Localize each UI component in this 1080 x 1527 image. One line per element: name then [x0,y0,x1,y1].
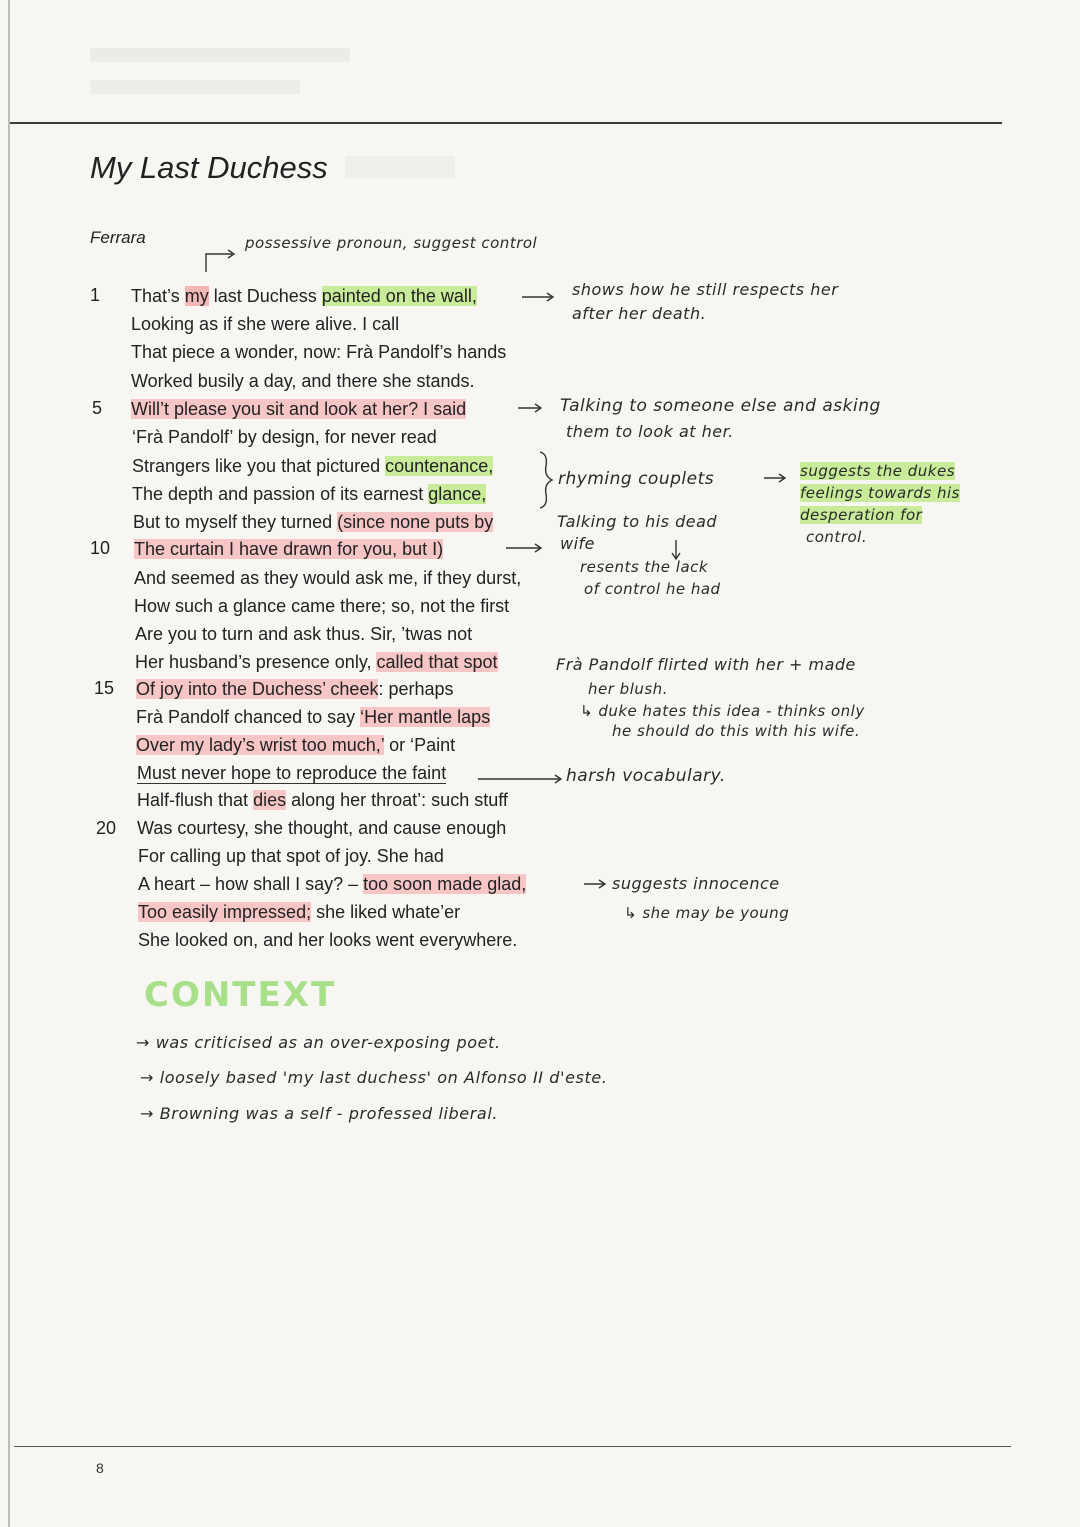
highlight-over-my-lady: Over my lady’s wrist too much,’ [136,735,385,755]
poem-line-9: But to myself they turned (since none puts by [133,512,494,532]
page-number: 8 [96,1460,104,1476]
line-number: 15 [94,678,115,698]
annotation-talking-2: them to look at her. [566,422,734,441]
annotation-flirted-1: Frà Pandolf flirted with her + made [556,655,856,674]
annotation-dead-2: wife [560,534,596,553]
context-heading: CONTEXT [144,975,337,1015]
poem-line-18 [137,761,446,785]
context-item-1: → was criticised as an over-exposing poet. [136,1033,501,1052]
poem-line-17: Over my lady’s wrist too much,’ or ‘Paint [136,735,456,755]
highlight-my: my [184,286,209,306]
poem-line-24: She looked on, and her looks went everywhere. [138,930,518,950]
poem-line-6: ‘Frà Pandolf’ by design, for never read [132,427,437,447]
highlight-dies: dies [253,790,287,810]
highlight-glance: glance, [428,484,487,504]
top-rule [10,122,1002,124]
bottom-rule [14,1446,1011,1447]
annotation-suggests-4: control. [806,528,868,546]
poem-line-5 [131,397,466,421]
poem-line-10 [134,537,443,561]
annotation-innocence: suggests innocence [612,874,780,893]
poem-line-2: Looking as if she were alive. I call [131,314,400,334]
annotation-resents-2: of control he had [584,580,721,598]
highlight-will-please: Will’t please you sit and look at her? I said [131,399,467,419]
context-item-2: → loosely based 'my last duchess' on Alfonso II d'este. [140,1068,608,1087]
line-number: 20 [96,818,117,838]
poem-line-1: That’s my last Duchess painted on the wall, [131,286,477,306]
highlight-called-that-spot: called that spot [376,652,498,672]
underline-faint: Must never hope to reproduce the faint [137,763,447,783]
annotation-duke-2: he should do this with his wife. [612,722,861,740]
context-item-3: → Browning was a self - professed liberal. [140,1104,499,1123]
highlight-of-joy: Of joy into the Duchess’ cheek [136,679,379,699]
annotation-vocab: harsh vocabulary. [566,766,726,786]
annotation-resents-1: resents the lack [580,558,709,576]
highlight-painted-on-the-wall: painted on the wall, [321,286,477,306]
poem-line-7: Strangers like you that pictured countenance, [132,456,494,476]
annotation-suggests-2: feelings towards his [800,484,960,502]
poem-line-4: Worked busily a day, and there she stands. [131,371,475,391]
poem-line-15: Of joy into the Duchess’ cheek: perhaps [136,679,454,699]
annotation-duke-1: ↳ duke hates this idea - thinks only [580,702,865,720]
arrow-bullet-icon: → [140,1068,160,1087]
poem-line-13: Are you to turn and ask thus. Sir, ’twas not [135,624,473,644]
poem-line-8: The depth and passion of its earnest glance, [132,484,487,504]
annotation-flirted-2: her blush. [588,680,668,698]
highlight-her-mantle: ‘Her mantle laps [360,707,491,727]
poem-location: Ferrara [90,228,146,247]
highlight-countenance: countenance, [385,456,494,476]
poem-line-21: For calling up that spot of joy. She had [138,846,444,866]
line-number: 10 [90,538,111,558]
bleed-through-block [345,156,455,178]
arrow-bullet-icon: → [136,1033,156,1052]
annotation-young: ↳ she may be young [624,904,790,922]
poem-line-12: How such a glance came there; so, not the first [134,596,510,616]
poem-line-20: Was courtesy, she thought, and cause enough [137,818,507,838]
annotation-suggests-3: desperation for [800,506,923,524]
annotation-respects-1: shows how he still respects her [572,280,839,299]
bleed-through-block [90,48,350,62]
brace-icon [540,452,552,508]
poem-line-19: Half-flush that dies along her throat’: such stuff [137,790,508,810]
line-number: 5 [92,398,103,418]
highlight-curtain: The curtain I have drawn for you, but I) [134,539,444,559]
poem-line-14: Her husband’s presence only, called that spot [135,652,498,672]
poem-line-3: That piece a wonder, now: Frà Pandolf’s hands [131,342,507,362]
line-number: 1 [90,285,101,305]
annotation-respects-2: after her death. [572,304,707,323]
highlight-too-soon: too soon made glad, [363,874,527,894]
highlight-since-none: (since none puts by [337,512,494,532]
page-title: My Last Duchess [90,150,328,185]
annotation-dead-1: Talking to his dead [557,512,718,531]
arrow-bullet-icon: → [140,1104,160,1123]
bleed-through-block [90,80,300,94]
annotation-possessive: possessive pronoun, suggest control [245,234,538,252]
highlight-too-easily: Too easily impressed; [138,902,312,922]
annotation-suggests-1: suggests the dukes [800,462,956,480]
arrow-possessive-icon [206,254,232,272]
poem-line-22: A heart – how shall I say? – too soon made glad, [138,874,527,894]
poem-line-11: And seemed as they would ask me, if they durst, [134,568,522,588]
poem-line-23: Too easily impressed; she liked whate’er [138,902,461,922]
annotation-talking-1: Talking to someone else and asking [560,396,881,416]
poem-line-16: Frà Pandolf chanced to say ‘Her mantle laps [136,707,491,727]
page-left-border [8,0,10,1527]
annotation-rhyming: rhyming couplets [558,469,715,489]
